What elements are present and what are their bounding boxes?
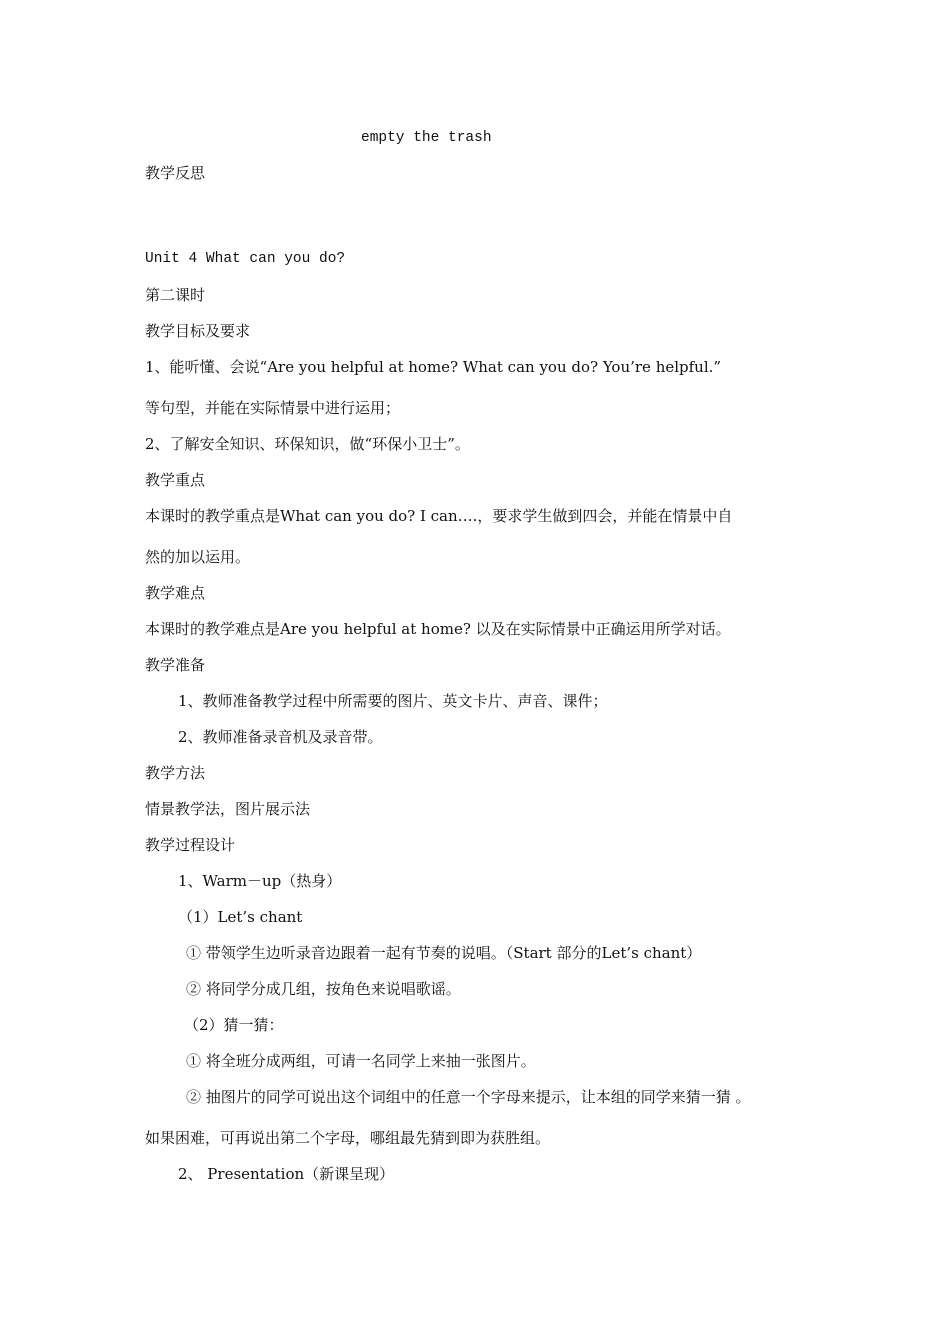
lesson-period: 第二课时 [145,286,206,304]
difficulties-text: 本课时的教学难点是Are you helpful at home? 以及在实际情景中正确运用所学对话。 [145,620,731,638]
preparation-item-2: 2、教师准备录音机及录音带。 [178,728,383,746]
heading-empty-the-trash: empty the trash [361,130,492,146]
key-points-text: 本课时的教学重点是What can you do? I can….，要求学生做到四会，并能在情景中自 [145,507,733,525]
objective-2: 2、了解安全知识、环保知识，做“环保小卫士”。 [145,435,470,453]
process-substep-guess: （2）猜一猜： [184,1016,284,1034]
guess-instruction-1: ① 将全班分成两组，可请一名同学上来抽一张图片。 [186,1052,536,1070]
section-title-preparation: 教学准备 [145,656,206,674]
guess-instruction-2: ② 抽图片的同学可说出这个词组中的任意一个字母来提示，让本组的同学来猜一猜 。 [186,1088,751,1106]
key-points-text-continued: 然的加以运用。 [145,548,251,566]
section-title-reflection: 教学反思 [145,164,206,182]
process-substep-chant: （1）Let’s chant [178,908,303,926]
chant-instruction-1: ① 带领学生边听录音边跟着一起有节奏的说唱。（Start 部分的Let’s chant） [186,944,702,962]
chant-instruction-2: ② 将同学分成几组，按角色来说唱歌谣。 [186,980,461,998]
section-title-difficulties: 教学难点 [145,584,206,602]
unit-title: Unit 4 What can you do? [145,251,346,267]
preparation-item-1: 1、教师准备教学过程中所需要的图片、英文卡片、声音、课件； [178,692,608,710]
process-step-2: 2、 Presentation（新课呈现） [178,1165,395,1183]
section-title-methods: 教学方法 [145,764,206,782]
guess-instruction-2-continued: 如果困难，可再说出第二个字母，哪组最先猜到即为获胜组。 [145,1129,551,1147]
objective-1: 1、能听懂、会说“Are you helpful at home? What can you do? You’re helpful.” [145,358,722,376]
objective-1-continued: 等句型，并能在实际情景中进行运用； [145,399,401,417]
section-title-process: 教学过程设计 [145,836,236,854]
section-title-objectives: 教学目标及要求 [145,322,251,340]
section-title-key-points: 教学重点 [145,471,206,489]
process-step-1: 1、Warm－up（热身） [178,872,342,890]
methods-text: 情景教学法，图片展示法 [145,800,311,818]
